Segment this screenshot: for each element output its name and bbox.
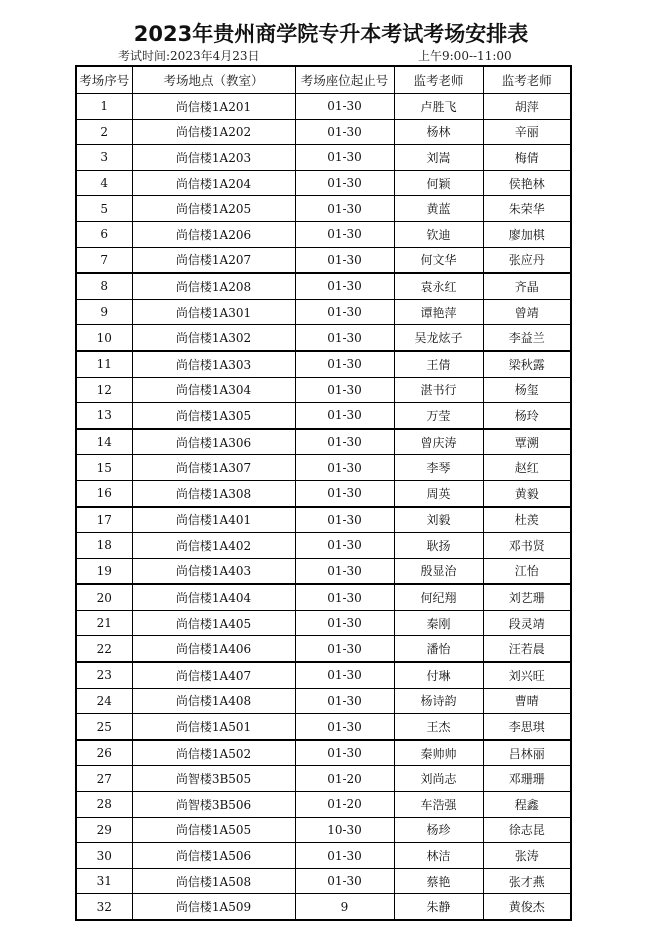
table-row bbox=[76, 558, 571, 584]
location-cell: 尚信楼1A402 bbox=[132, 533, 295, 559]
seat-range-cell: 01-30 bbox=[295, 247, 394, 273]
table-row bbox=[76, 610, 571, 636]
location-cell: 尚信楼1A207 bbox=[132, 247, 295, 273]
seat-range-cell: 01-30 bbox=[295, 94, 394, 120]
location-cell: 尚信楼1A303 bbox=[132, 351, 295, 377]
proctor-2-cell: 黄毅 bbox=[483, 480, 571, 506]
room-no-cell: 12 bbox=[76, 377, 132, 403]
proctor-1-cell: 刘毅 bbox=[394, 507, 483, 533]
proctor-1-cell: 秦刚 bbox=[394, 610, 483, 636]
proctor-1-cell: 秦帅帅 bbox=[394, 740, 483, 766]
proctor-2-cell: 胡萍 bbox=[483, 94, 571, 120]
table-row bbox=[76, 688, 571, 714]
seat-range-cell: 10-30 bbox=[295, 817, 394, 843]
table-row bbox=[76, 792, 571, 818]
header-proctor-1: 监考老师 bbox=[394, 66, 483, 94]
table-row bbox=[76, 429, 571, 455]
location-cell: 尚信楼1A206 bbox=[132, 221, 295, 247]
room-no-cell: 4 bbox=[76, 170, 132, 196]
table-row bbox=[76, 119, 571, 145]
location-cell: 尚信楼1A403 bbox=[132, 558, 295, 584]
header-seat-range: 考场座位起止号 bbox=[295, 66, 394, 94]
proctor-1-cell: 李琴 bbox=[394, 455, 483, 481]
location-cell: 尚信楼1A205 bbox=[132, 196, 295, 222]
location-cell: 尚信楼1A407 bbox=[132, 662, 295, 688]
room-no-cell: 24 bbox=[76, 688, 132, 714]
room-no-cell: 27 bbox=[76, 766, 132, 792]
location-cell: 尚信楼1A505 bbox=[132, 817, 295, 843]
proctor-1-cell: 钦迪 bbox=[394, 221, 483, 247]
table-row bbox=[76, 480, 571, 506]
seat-range-cell: 01-30 bbox=[295, 584, 394, 610]
table-row bbox=[76, 299, 571, 325]
table-row bbox=[76, 843, 571, 869]
seat-range-cell: 01-30 bbox=[295, 636, 394, 662]
room-no-cell: 26 bbox=[76, 740, 132, 766]
proctor-1-cell: 朱静 bbox=[394, 894, 483, 920]
exam-date: 考试时间:2023年4月23日 bbox=[118, 49, 260, 63]
room-no-cell: 16 bbox=[76, 480, 132, 506]
seat-range-cell: 01-30 bbox=[295, 688, 394, 714]
location-cell: 尚信楼1A304 bbox=[132, 377, 295, 403]
room-no-cell: 30 bbox=[76, 843, 132, 869]
proctor-2-cell: 刘艺珊 bbox=[483, 584, 571, 610]
proctor-2-cell: 李益兰 bbox=[483, 325, 571, 351]
seat-range-cell: 01-30 bbox=[295, 119, 394, 145]
seat-range-cell: 01-30 bbox=[295, 610, 394, 636]
proctor-1-cell: 黄蓝 bbox=[394, 196, 483, 222]
seat-range-cell: 01-30 bbox=[295, 429, 394, 455]
proctor-1-cell: 何颖 bbox=[394, 170, 483, 196]
header-room-no: 考场序号 bbox=[76, 66, 132, 94]
room-no-cell: 19 bbox=[76, 558, 132, 584]
seat-range-cell: 01-30 bbox=[295, 662, 394, 688]
location-cell: 尚信楼1A203 bbox=[132, 145, 295, 171]
table-row bbox=[76, 145, 571, 171]
room-no-cell: 7 bbox=[76, 247, 132, 273]
room-no-cell: 2 bbox=[76, 119, 132, 145]
proctor-2-cell: 辛丽 bbox=[483, 119, 571, 145]
proctor-1-cell: 耿扬 bbox=[394, 533, 483, 559]
proctor-2-cell: 张应丹 bbox=[483, 247, 571, 273]
header-row bbox=[76, 66, 571, 94]
location-cell: 尚信楼1A405 bbox=[132, 610, 295, 636]
proctor-1-cell: 卢胜飞 bbox=[394, 94, 483, 120]
proctor-1-cell: 万莹 bbox=[394, 403, 483, 429]
location-cell: 尚信楼1A301 bbox=[132, 299, 295, 325]
seat-range-cell: 01-30 bbox=[295, 325, 394, 351]
location-cell: 尚信楼1A501 bbox=[132, 714, 295, 740]
proctor-2-cell: 杜羡 bbox=[483, 507, 571, 533]
location-cell: 尚信楼1A509 bbox=[132, 894, 295, 920]
table-row bbox=[76, 714, 571, 740]
proctor-2-cell: 邓书贤 bbox=[483, 533, 571, 559]
seat-range-cell: 01-30 bbox=[295, 145, 394, 171]
room-no-cell: 1 bbox=[76, 94, 132, 120]
table-row bbox=[76, 636, 571, 662]
seat-range-cell: 01-30 bbox=[295, 403, 394, 429]
location-cell: 尚信楼1A208 bbox=[132, 273, 295, 299]
location-cell: 尚信楼1A307 bbox=[132, 455, 295, 481]
header-location: 考场地点（教室） bbox=[132, 66, 295, 94]
exam-room-table bbox=[75, 65, 572, 921]
table-row bbox=[76, 403, 571, 429]
room-no-cell: 14 bbox=[76, 429, 132, 455]
seat-range-cell: 01-30 bbox=[295, 221, 394, 247]
proctor-2-cell: 廖加棋 bbox=[483, 221, 571, 247]
room-no-cell: 32 bbox=[76, 894, 132, 920]
proctor-2-cell: 侯艳林 bbox=[483, 170, 571, 196]
room-no-cell: 31 bbox=[76, 868, 132, 894]
table-row bbox=[76, 273, 571, 299]
location-cell: 尚信楼1A408 bbox=[132, 688, 295, 714]
proctor-2-cell: 邓珊珊 bbox=[483, 766, 571, 792]
seat-range-cell: 01-30 bbox=[295, 273, 394, 299]
seat-range-cell: 01-30 bbox=[295, 714, 394, 740]
table-row bbox=[76, 766, 571, 792]
proctor-1-cell: 刘嵩 bbox=[394, 145, 483, 171]
location-cell: 尚信楼1A202 bbox=[132, 119, 295, 145]
table-row bbox=[76, 533, 571, 559]
proctor-1-cell: 何文华 bbox=[394, 247, 483, 273]
proctor-1-cell: 湛书行 bbox=[394, 377, 483, 403]
table-row bbox=[76, 377, 571, 403]
table-row bbox=[76, 196, 571, 222]
proctor-1-cell: 杨林 bbox=[394, 119, 483, 145]
proctor-2-cell: 李思琪 bbox=[483, 714, 571, 740]
room-no-cell: 10 bbox=[76, 325, 132, 351]
table-row bbox=[76, 507, 571, 533]
proctor-2-cell: 梅倩 bbox=[483, 145, 571, 171]
location-cell: 尚信楼1A305 bbox=[132, 403, 295, 429]
proctor-1-cell: 王杰 bbox=[394, 714, 483, 740]
proctor-1-cell: 杨珍 bbox=[394, 817, 483, 843]
proctor-2-cell: 齐晶 bbox=[483, 273, 571, 299]
table-row bbox=[76, 94, 571, 120]
table-row bbox=[76, 221, 571, 247]
proctor-1-cell: 殷显治 bbox=[394, 558, 483, 584]
proctor-2-cell: 吕林丽 bbox=[483, 740, 571, 766]
room-no-cell: 28 bbox=[76, 792, 132, 818]
proctor-2-cell: 朱荣华 bbox=[483, 196, 571, 222]
seat-range-cell: 01-30 bbox=[295, 533, 394, 559]
page-title: 2023年贵州商学院专升本考试考场安排表 bbox=[133, 22, 529, 46]
seat-range-cell: 01-20 bbox=[295, 792, 394, 818]
proctor-1-cell: 袁永红 bbox=[394, 273, 483, 299]
seat-range-cell: 01-30 bbox=[295, 843, 394, 869]
proctor-2-cell: 程鑫 bbox=[483, 792, 571, 818]
room-no-cell: 23 bbox=[76, 662, 132, 688]
location-cell: 尚信楼1A404 bbox=[132, 584, 295, 610]
proctor-2-cell: 梁秋露 bbox=[483, 351, 571, 377]
proctor-2-cell: 黄俊杰 bbox=[483, 894, 571, 920]
proctor-2-cell: 曾靖 bbox=[483, 299, 571, 325]
proctor-2-cell: 覃溯 bbox=[483, 429, 571, 455]
proctor-2-cell: 张涛 bbox=[483, 843, 571, 869]
room-no-cell: 21 bbox=[76, 610, 132, 636]
proctor-2-cell: 张才燕 bbox=[483, 868, 571, 894]
room-no-cell: 15 bbox=[76, 455, 132, 481]
location-cell: 尚智楼3B506 bbox=[132, 792, 295, 818]
room-no-cell: 11 bbox=[76, 351, 132, 377]
location-cell: 尚信楼1A508 bbox=[132, 868, 295, 894]
header-proctor-2: 监考老师 bbox=[483, 66, 571, 94]
proctor-2-cell: 刘兴旺 bbox=[483, 662, 571, 688]
proctor-1-cell: 蔡艳 bbox=[394, 868, 483, 894]
proctor-2-cell: 汪若晨 bbox=[483, 636, 571, 662]
proctor-2-cell: 赵红 bbox=[483, 455, 571, 481]
room-no-cell: 6 bbox=[76, 221, 132, 247]
room-no-cell: 3 bbox=[76, 145, 132, 171]
proctor-1-cell: 车浩强 bbox=[394, 792, 483, 818]
proctor-2-cell: 杨玺 bbox=[483, 377, 571, 403]
proctor-2-cell: 江怡 bbox=[483, 558, 571, 584]
table-row bbox=[76, 894, 571, 920]
room-no-cell: 17 bbox=[76, 507, 132, 533]
seat-range-cell: 01-30 bbox=[295, 740, 394, 766]
location-cell: 尚信楼1A506 bbox=[132, 843, 295, 869]
seat-range-cell: 01-20 bbox=[295, 766, 394, 792]
room-no-cell: 18 bbox=[76, 533, 132, 559]
location-cell: 尚信楼1A201 bbox=[132, 94, 295, 120]
proctor-2-cell: 杨玲 bbox=[483, 403, 571, 429]
location-cell: 尚信楼1A204 bbox=[132, 170, 295, 196]
seat-range-cell: 01-30 bbox=[295, 196, 394, 222]
proctor-2-cell: 段灵靖 bbox=[483, 610, 571, 636]
proctor-1-cell: 付琳 bbox=[394, 662, 483, 688]
proctor-1-cell: 杨诗韵 bbox=[394, 688, 483, 714]
table-row bbox=[76, 455, 571, 481]
location-cell: 尚信楼1A308 bbox=[132, 480, 295, 506]
room-no-cell: 20 bbox=[76, 584, 132, 610]
seat-range-cell: 01-30 bbox=[295, 170, 394, 196]
room-no-cell: 8 bbox=[76, 273, 132, 299]
seat-range-cell: 01-30 bbox=[295, 480, 394, 506]
proctor-1-cell: 王倩 bbox=[394, 351, 483, 377]
proctor-1-cell: 周英 bbox=[394, 480, 483, 506]
seat-range-cell: 01-30 bbox=[295, 558, 394, 584]
proctor-2-cell: 徐志昆 bbox=[483, 817, 571, 843]
table-row bbox=[76, 247, 571, 273]
proctor-1-cell: 吴龙炫子 bbox=[394, 325, 483, 351]
location-cell: 尚信楼1A406 bbox=[132, 636, 295, 662]
table-row bbox=[76, 170, 571, 196]
seat-range-cell: 01-30 bbox=[295, 507, 394, 533]
proctor-1-cell: 曾庆涛 bbox=[394, 429, 483, 455]
seat-range-cell: 01-30 bbox=[295, 868, 394, 894]
proctor-1-cell: 林洁 bbox=[394, 843, 483, 869]
proctor-1-cell: 谭艳萍 bbox=[394, 299, 483, 325]
location-cell: 尚信楼1A502 bbox=[132, 740, 295, 766]
table-row bbox=[76, 740, 571, 766]
room-no-cell: 22 bbox=[76, 636, 132, 662]
room-no-cell: 5 bbox=[76, 196, 132, 222]
exam-time: 上午9:00--11:00 bbox=[418, 49, 512, 63]
location-cell: 尚信楼1A306 bbox=[132, 429, 295, 455]
table-row bbox=[76, 817, 571, 843]
proctor-1-cell: 刘尚志 bbox=[394, 766, 483, 792]
seat-range-cell: 01-30 bbox=[295, 377, 394, 403]
seat-range-cell: 01-30 bbox=[295, 455, 394, 481]
table-row bbox=[76, 662, 571, 688]
proctor-2-cell: 曹晴 bbox=[483, 688, 571, 714]
room-no-cell: 29 bbox=[76, 817, 132, 843]
seat-range-cell: 9 bbox=[295, 894, 394, 920]
table-row bbox=[76, 584, 571, 610]
table-row bbox=[76, 325, 571, 351]
location-cell: 尚信楼1A302 bbox=[132, 325, 295, 351]
room-no-cell: 9 bbox=[76, 299, 132, 325]
location-cell: 尚信楼1A401 bbox=[132, 507, 295, 533]
seat-range-cell: 01-30 bbox=[295, 351, 394, 377]
room-no-cell: 25 bbox=[76, 714, 132, 740]
table-row bbox=[76, 868, 571, 894]
proctor-1-cell: 何纪翔 bbox=[394, 584, 483, 610]
room-no-cell: 13 bbox=[76, 403, 132, 429]
proctor-1-cell: 潘怡 bbox=[394, 636, 483, 662]
seat-range-cell: 01-30 bbox=[295, 299, 394, 325]
location-cell: 尚智楼3B505 bbox=[132, 766, 295, 792]
table-row bbox=[76, 351, 571, 377]
